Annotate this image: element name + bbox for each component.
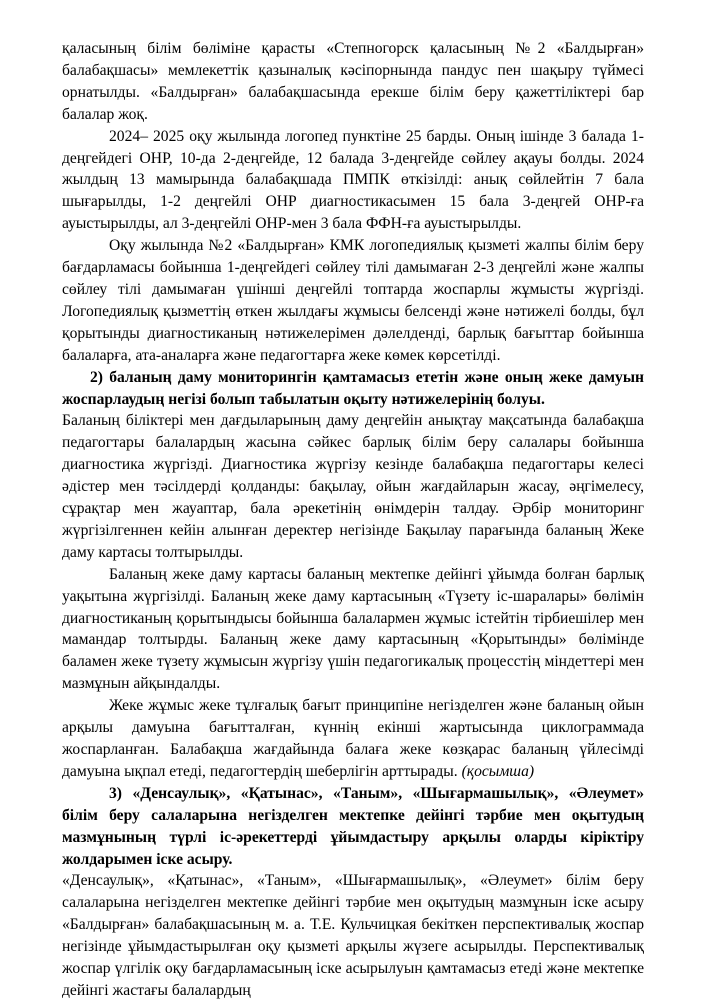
paragraph-ramp-install: қаласының білім бөліміне қарасты «Степногорск қаласының №2 «Балдырған» балабақшасы» мемлекеттік қазыналық кәсіпорнында пандус пен шақыру түймесі орнатылды. «Балдырған» балабақшасында ерекше білім беру қажеттіліктері бар балалар жоқ. (62, 40, 644, 123)
paragraph-speech-therapy-stats: 2024– 2025 оқу жылында логопед пунктіне 25 барды. Оның ішінде 3 балада 1-деңгейдегі ОНР, 10-да 2-деңгейде, 12 балада 3-деңгейде сөйлеу ақауы болды. 2024 жылдың 13 мамырында балабақшада ПМПК өткізілді: анық сөйлейтін 7 бала шығарылды, 1-2 деңгейлі ОНР диагностикасымен 15 бала 3-деңгей ОНР-ға ауыстырылды, ал 3-деңгейлі ОНР-мен 3 бала ФФН-ға ауыстырылды. (62, 127, 644, 233)
paragraph-development-card: Баланың жеке даму картасы баланың мектепке дейінгі ұйымда болған барлық уақытына жүргізілді. Баланың жеке даму картасының «Түзету іс-шаралары» бөлімін диагностиканың қорытындысы бойынша балалармен жұмыс істейтін тірбиешілер мен мамандар толтырды. Баланың жеке даму картасының «Қорытынды» бөлімінде баламен жеке түзету жұмысын жүргізу үшін педагогикалық процесстің міндеттері мен мазмұнын айқындалды. (62, 565, 644, 693)
paragraph-diagnostics: Баланың біліктері мен дағдыларының даму деңгейін анықтау мақсатында балабақша педагогтары балалардың жасына сәйкес барлық білім беру салалары бойынша диагностика жүргізді. Диагностика жүргізу кезінде балабақша педагогтары келесі әдістер мен тәсілдерді қолданды: бақылау, ойын жағдайларын жасау, әңгімелесу, сұрақтар мен жауаптар, бала әрекетінің өнімдерін талдау. Әрбір мониторинг жүргізілгеннен кейін алынған деректер негізінде Бақылау парағында баланың Жеке даму картасы толтырылды. (62, 412, 644, 561)
paragraph-educational-areas: «Денсаулық», «Қатынас», «Таным», «Шығармашылық», «Әлеумет» білім беру салаларына негізделген мектепке дейінгі тәрбие мен оқытудың мазмұнын іске асыру «Балдырған» балабақшасының м. а. Т.Е. Кульчицкая бекіткен перспективалық жоспар негізінде ұйымдастырылған оқу қызметі арқылы жүзеге асырылды. Перспективалық жоспар үлгілік оқу бағдарламасының іске асырылуын қамтамасыз етеді және мектепке дейінгі жастағы балалардың (62, 872, 644, 999)
paragraph-speech-therapy-service: Оқу жылында №2 «Балдырған» КМК логопедиялық қызметі жалпы білім беру бағдарламасы бойынша 1-деңгейдегі сөйлеу тілі дамымаған 2-3 деңгейлі және жалпы сөйлеу тілі дамымаған үшінші деңгейлі топтарда жоспарлы жұмысты жүргізді. Логопедиялық қызметтің өткен жылдағы жұмысы белсенді және нәтижелі болды, бұл қорытынды диагностиканың нәтижелерімен дәлелденді, барлық бағыттар бойынша балаларға, ата-аналарға және педагогтарға жеке көмек көрсетілді. (62, 237, 644, 364)
section-heading-3: 3) «Денсаулық», «Қатынас», «Таным», «Шығармашылық», «Әлеумет» білім беру салаларына негізделген мектепке дейінгі тәрбие мен оқытудың мазмұнының түрлі іс-әрекеттерді ұйымдастыру арқылы оларды кіріктіру жолдарымен іске асыру. (62, 784, 644, 868)
paragraph-individual-work-text: Жеке жұмыс жеке тұлғалық бағыт принципіне негізделген және баланың ойын арқылы дамуына бағытталған, күннің екінші жартысында циклограммада жоспарланған. Балабақша жағдайында балаға жеке көзқарас баланың үйлесімді дамуына ықпал етеді, педагогтердің шеберлігін арттырады. (62, 697, 644, 780)
appendix-note: (қосымша) (461, 762, 535, 780)
document-page (62, 38, 644, 1002)
section-heading-2: 2) баланың даму мониторингін қамтамасыз ететін және оның жеке дамуын жоспарлаудың негізі болып табылатын оқыту нәтижелерінің болуы. (62, 368, 644, 408)
paragraph-individual-work (62, 695, 644, 783)
